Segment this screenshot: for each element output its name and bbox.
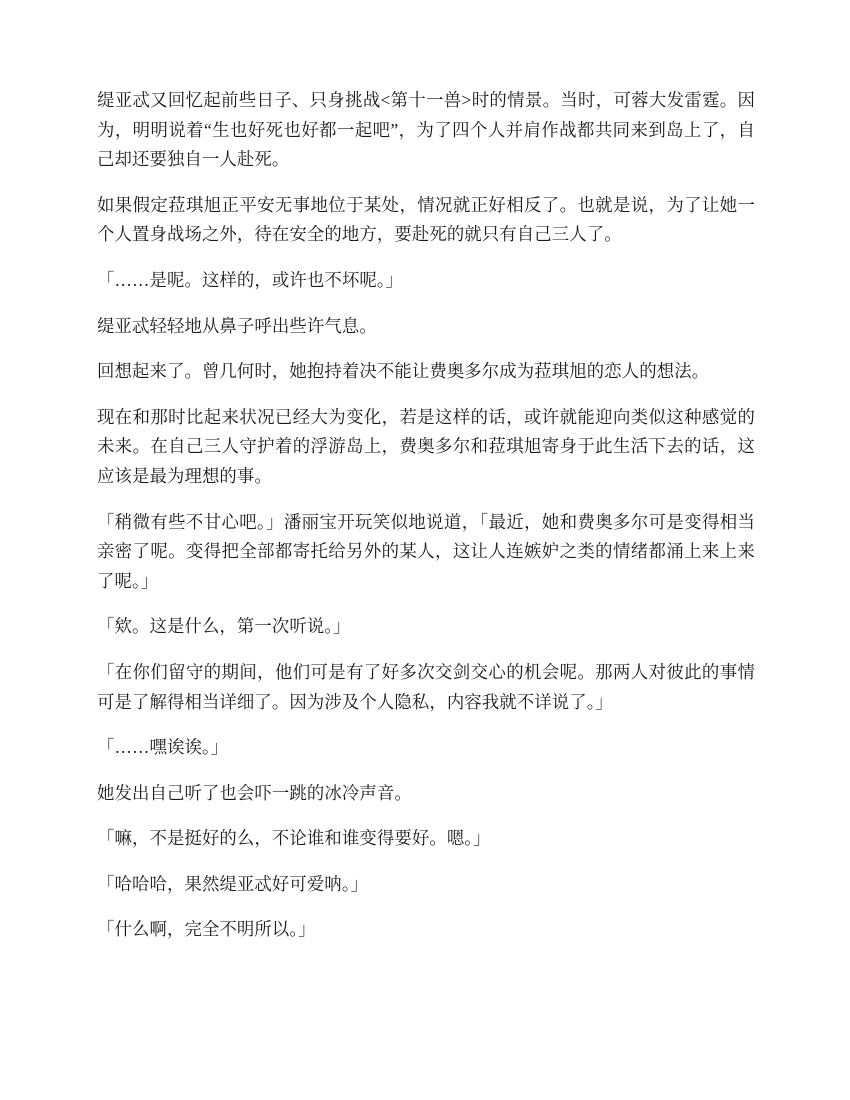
document-text-body (97, 86, 755, 945)
paragraph: 「在你们留守的期间，他们可是有了好多次交剑交心的机会呢。那两人对彼此的事情可是了解得相当详细了。因为涉及个人隐私，内容我就不详说了。」 (97, 661, 755, 712)
paragraph: 回想起来了。曾几何时，她抱持着决不能让费奥多尔成为菈琪旭的恋人的想法。 (97, 361, 710, 382)
paragraph: 「稍微有些不甘心吧。」潘丽宝开玩笑似地说道，「最近，她和费奥多尔可是变得相当亲密了呢。变得把全部都寄托给另外的某人，这让人连嫉妒之类的情绪都涌上来上来了呢。」 (97, 511, 755, 591)
paragraph: 「……是呢。这样的，或许也不坏呢。」 (97, 269, 404, 290)
paragraph: 「……嘿诶诶。」 (97, 737, 229, 758)
paragraph: 「什么啊，完全不明所以。」 (97, 919, 316, 940)
paragraph: 缇亚忒轻轻地从鼻子呼出些许气息。 (97, 315, 377, 336)
paragraph: 如果假定菈琪旭正平安无事地位于某处，情况就正好相反了。也就是说，为了让她一个人置身战场之外，待在安全的地方，要赴死的就只有自己三人了。 (97, 194, 755, 245)
paragraph: 「哈哈哈，果然缇亚忒好可爱呐。」 (97, 873, 369, 894)
paragraph: 她发出自己听了也会吓一跳的冰冷声音。 (97, 782, 412, 803)
paragraph: 「欸。这是什么，第一次听说。」 (97, 616, 351, 637)
paragraph: 「嘛，不是挺好的么，不论谁和谁变得要好。嗯。」 (97, 828, 491, 849)
paragraph: 缇亚忒又回忆起前些日子、只身挑战<第十一兽>时的情景。当时，可蓉大发雷霆。因为，明明说着“生也好死也好都一起吧”，为了四个人并肩作战都共同来到岛上了，自己却还要独自一人赴死。 (97, 90, 755, 170)
paragraph: 现在和那时比起来状况已经大为变化，若是这样的话，或许就能迎向类似这种感觉的未来。在自己三人守护着的浮游岛上，费奥多尔和菈琪旭寄身于此生活下去的话，这应该是最为理想的事。 (97, 406, 755, 486)
